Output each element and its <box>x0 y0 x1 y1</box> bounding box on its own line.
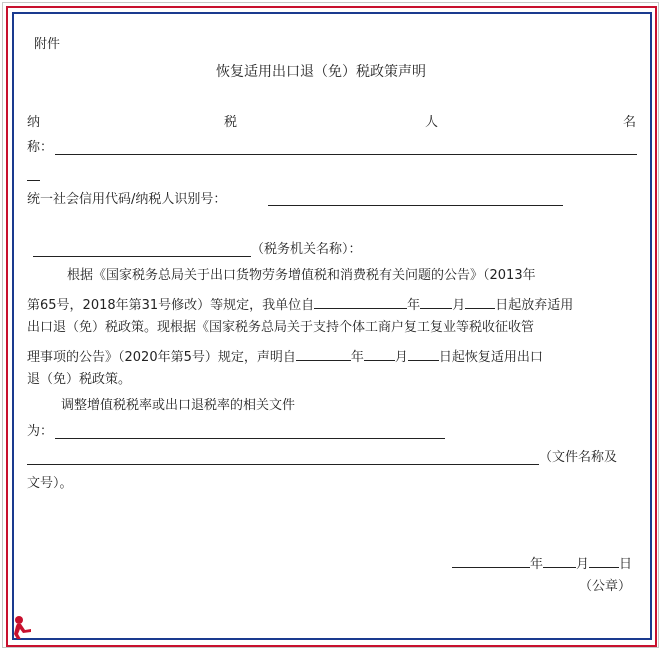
adjust-line-1: 调整增值税税率或出口退税率的相关文件 <box>61 398 296 413</box>
giveup-month-field[interactable] <box>420 294 452 309</box>
taxpayer-name-field-cont <box>27 180 40 181</box>
document-name-suffix: （文件名称及 <box>539 450 618 465</box>
body-line-3: 出口退（免）税政策。现根据《国家税务总局关于支持个体工商户复工复业等税收征收管 <box>27 320 535 335</box>
official-seal-label: （公章） <box>579 579 632 594</box>
restore-day-label: 日起恢复适用出口 <box>438 350 543 365</box>
document-name-field[interactable] <box>27 464 539 465</box>
sign-day-field[interactable] <box>589 553 619 568</box>
sign-day-label: 日 <box>619 557 633 572</box>
giveup-day-field[interactable] <box>465 294 495 309</box>
sign-year-label: 年 <box>530 557 544 572</box>
restore-month-label: 月 <box>394 350 408 365</box>
giveup-month-label: 月 <box>452 298 466 313</box>
restore-year-field[interactable] <box>296 346 351 361</box>
giveup-day-label: 日起放弃适用 <box>495 298 574 313</box>
sign-year-field[interactable] <box>452 553 530 568</box>
giveup-year-label: 年 <box>407 298 421 313</box>
red-mark-icon <box>11 614 33 640</box>
credit-code-label: 统一社会信用代码/纳税人识别号： <box>27 192 227 207</box>
body-line-2-text: 第65号，2018年第31号修改）等规定，我单位自 <box>27 298 315 313</box>
taxpayer-char-3: 人 <box>425 115 439 130</box>
adjust-label: 为： <box>27 424 54 439</box>
restore-year-label: 年 <box>350 350 364 365</box>
taxpayer-char-4: 名 <box>623 115 637 130</box>
taxpayer-char-2: 税 <box>224 115 238 130</box>
sign-month-field[interactable] <box>543 553 576 568</box>
body-line-1: 根据《国家税务总局关于出口货物劳务增值税和消费税有关问题的公告》（2013年 <box>67 268 536 283</box>
body-line-2 <box>27 294 573 314</box>
signature-date <box>452 553 632 573</box>
body-line-4 <box>27 346 543 366</box>
giveup-year-field[interactable] <box>314 294 407 309</box>
taxpayer-name-field[interactable] <box>55 154 637 155</box>
document-title: 恢复适用出口退（免）税政策声明 <box>216 64 426 80</box>
restore-day-field[interactable] <box>408 346 439 361</box>
taxpayer-char-1: 纳 <box>27 115 41 130</box>
taxpayer-name-label: 称： <box>27 140 54 155</box>
credit-code-field[interactable] <box>268 205 563 206</box>
adjust-file-field[interactable] <box>55 438 445 439</box>
document-number-suffix: 文号）。 <box>27 476 73 491</box>
tax-authority-label: （税务机关名称）： <box>251 242 362 257</box>
sign-month-label: 月 <box>576 557 590 572</box>
tax-authority-field[interactable] <box>33 256 251 257</box>
attachment-label: 附件 <box>34 37 61 52</box>
body-line-5: 退（免）税政策。 <box>27 372 132 387</box>
restore-month-field[interactable] <box>364 346 395 361</box>
body-line-4-text: 理事项的公告》（2020年第5号）规定，声明自 <box>27 350 296 365</box>
